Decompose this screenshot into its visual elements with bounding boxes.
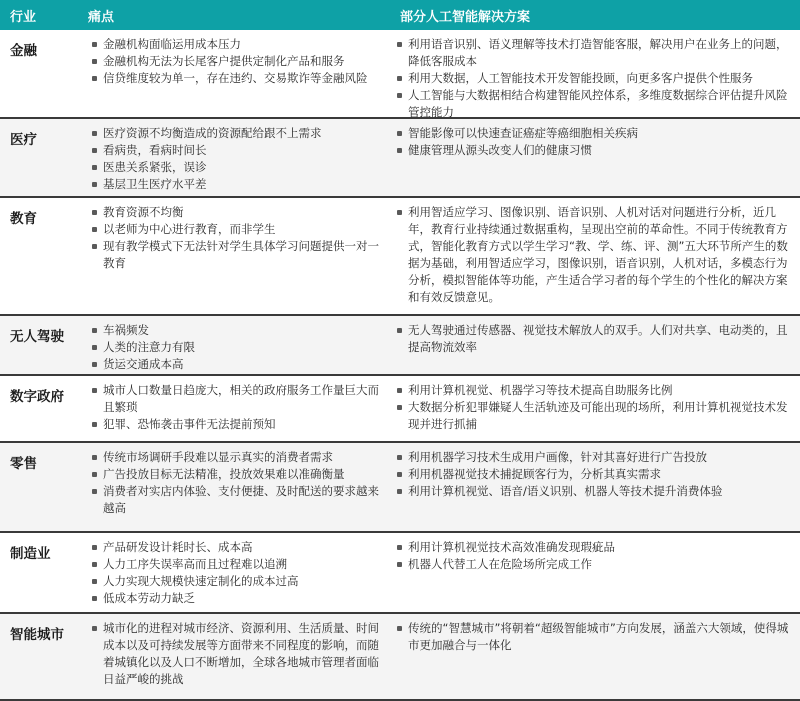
solution-cell: [388, 443, 800, 531]
solution-cell: [388, 198, 800, 314]
header-solution: 部分人工智能解决方案: [400, 9, 531, 25]
solution-cell: [388, 614, 800, 699]
pain-item: 传统市场调研手段难以显示真实的消费者需求: [89, 449, 382, 466]
table-row: [0, 316, 800, 376]
solution-item: 利用语音识别、语义理解等技术打造智能客服，解决用户在业务上的问题，降低客服成本: [394, 36, 794, 70]
pain-cell: [85, 443, 388, 531]
solution-item: 利用大数据，人工智能技术开发智能投顾，向更多客户提供个性服务: [394, 70, 794, 87]
pain-cell: [85, 316, 388, 374]
pain-cell: [85, 119, 388, 196]
solution-item: 无人驾驶通过传感器、视觉技术解放人的双手。人们对共享、电动类的，且提高物流效率: [394, 322, 794, 356]
industry-cell: 零售: [10, 456, 37, 472]
pain-item: 人类的注意力有限: [89, 339, 382, 356]
pain-item: 人力工序失误率高而且过程难以追溯: [89, 556, 382, 573]
solution-item: 利用机器学习技术生成用户画像，针对其喜好进行广告投放: [394, 449, 794, 466]
pain-item: 教育资源不均衡: [89, 204, 382, 221]
table-header: [0, 0, 800, 30]
pain-item: 产品研发设计耗时长、成本高: [89, 539, 382, 556]
table-row: [0, 198, 800, 316]
solution-item: 利用机器视觉技术捕捉顾客行为，分析其真实需求: [394, 466, 794, 483]
pain-cell: [85, 198, 388, 314]
header-industry: 行业: [10, 9, 37, 25]
pain-item: 基层卫生医疗水平差: [89, 176, 382, 193]
solution-cell: [388, 376, 800, 441]
solution-item: 利用计算机视觉技术高效准确发现瑕疵品: [394, 539, 794, 556]
solution-item: 人工智能与大数据相结合构建智能风控体系，多维度数据综合评估提升风险管控能力: [394, 87, 794, 121]
solution-item: 利用计算机视觉、机器学习等技术提高自助服务比例: [394, 382, 794, 399]
pain-item: 金融机构无法为长尾客户提供定制化产品和服务: [89, 53, 382, 70]
pain-item: 医患关系紧张，误诊: [89, 159, 382, 176]
table-row: [0, 614, 800, 701]
industry-cell: 金融: [10, 43, 37, 59]
pain-cell: [85, 376, 388, 441]
pain-item: 现有教学模式下无法针对学生具体学习问题提供一对一教育: [89, 238, 382, 272]
solution-cell: [388, 119, 800, 196]
pain-item: 人力实现大规模快速定制化的成本过高: [89, 573, 382, 590]
pain-cell: [85, 614, 388, 699]
table-body: [0, 30, 800, 701]
solution-cell: [388, 316, 800, 374]
pain-item: 货运交通成本高: [89, 356, 382, 373]
industry-cell: 无人驾驶: [10, 329, 64, 345]
solution-item: 机器人代替工人在危险场所完成工作: [394, 556, 794, 573]
solution-item: 大数据分析犯罪嫌疑人生活轨迹及可能出现的场所，利用计算机视觉技术发现并进行抓捕: [394, 399, 794, 433]
solution-item: 健康管理从源头改变人们的健康习惯: [394, 142, 794, 159]
pain-item: 医疗资源不均衡造成的资源配给跟不上需求: [89, 125, 382, 142]
pain-item: 消费者对实店内体验、支付便捷、及时配送的要求越来越高: [89, 483, 382, 517]
solution-cell: [388, 533, 800, 612]
solution-item: 传统的“智慧城市”将朝着“超级智能城市”方向发展，涵盖六大领域，使得城市更加融合与一体化: [394, 620, 794, 654]
pain-item: 低成本劳动力缺乏: [89, 590, 382, 607]
pain-item: 城市人口数量日趋庞大，相关的政府服务工作量巨大而且繁琐: [89, 382, 382, 416]
pain-item: 看病贵，看病时间长: [89, 142, 382, 159]
industry-cell: 数字政府: [10, 389, 64, 405]
table-row: [0, 376, 800, 443]
pain-item: 犯罪、恐怖袭击事件无法提前预知: [89, 416, 382, 433]
pain-item: 车祸频发: [89, 322, 382, 339]
table-row: [0, 443, 800, 533]
table-row: [0, 119, 800, 198]
solution-item: 利用智适应学习、图像识别、语音识别、人机对话对问题进行分析，近几年，教育行业持续通过数据重构，呈现出空前的革命性。不同于传统教育方式，智能化教育方式以学生学习“教、学、练、评、测”五大环节所产生的数据为基础，利用智适应学习，图像识别，语音识别，人机对话，多模态行为分析，模拟智能体等功能，产生适合学习者的每个学生的个性化的解决方案和有效反馈意见。: [394, 204, 794, 306]
pain-cell: [85, 30, 388, 117]
industry-cell: 制造业: [10, 546, 51, 562]
pain-item: 信贷维度较为单一，存在违约、交易欺诈等金融风险: [89, 70, 382, 87]
pain-item: 以老师为中心进行教育，而非学生: [89, 221, 382, 238]
solution-item: 利用计算机视觉、语音/语义识别、机器人等技术提升消费体验: [394, 483, 794, 500]
header-pain: 痛点: [88, 9, 115, 25]
pain-item: 金融机构面临运用成本压力: [89, 36, 382, 53]
industry-cell: 智能城市: [10, 627, 64, 643]
industry-cell: 医疗: [10, 132, 37, 148]
solution-cell: [388, 30, 800, 117]
pain-item: 广告投放目标无法精准，投放效果难以准确衡量: [89, 466, 382, 483]
table-row: [0, 30, 800, 119]
industry-cell: 教育: [10, 211, 37, 227]
pain-item: 城市化的进程对城市经济、资源利用、生活质量、时间成本以及可持续发展等方面带来不同程度的影响，而随着城镇化以及人口不断增加，全球各地城市管理者面临日益严峻的挑战: [89, 620, 382, 688]
pain-cell: [85, 533, 388, 612]
table-row: [0, 533, 800, 614]
solution-item: 智能影像可以快速查证癌症等癌细胞相关疾病: [394, 125, 794, 142]
